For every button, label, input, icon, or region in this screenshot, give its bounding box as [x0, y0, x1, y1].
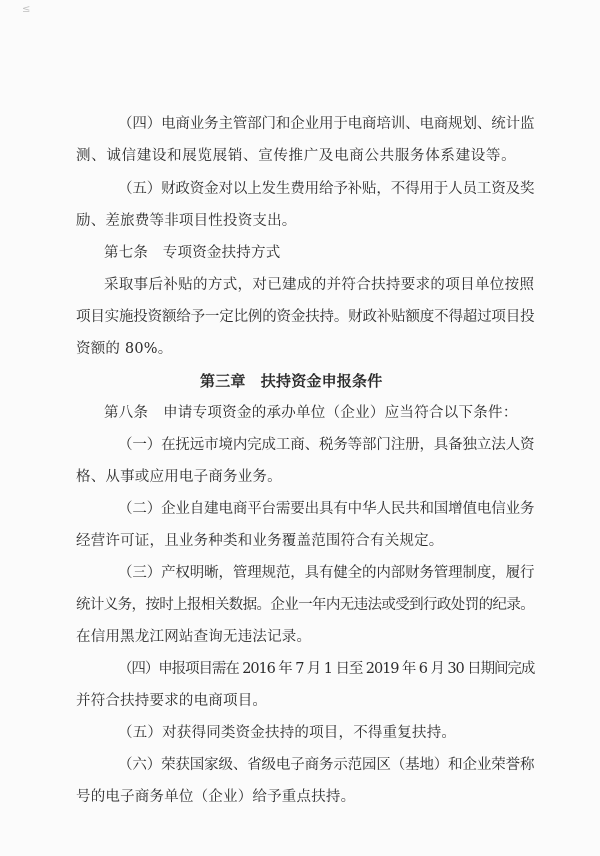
text-line-12: 格、从事或应用电子商务业务。	[76, 469, 282, 485]
text-line-18: （四）申报项目需在 2016 年 7 月 1 日至 2019 年 6 月 30 日期间完成	[118, 661, 535, 677]
text-line-20: （五）对获得同类资金扶持的项目，不得重复扶持。	[118, 725, 457, 741]
corner-mark: ≤	[22, 4, 31, 15]
text-line-13: （二）企业自建电商平台需要出具有中华人民共和国增值电信业务	[118, 501, 535, 517]
text-line-19: 并符合扶持要求的电商项目。	[76, 693, 268, 709]
text-line-3: （五）财政资金对以上发生费用给予补贴，不得用于人员工资及奖	[118, 181, 535, 197]
text-line-17: 在信用黑龙江网站查询无违法记录。	[76, 629, 312, 645]
article-8-heading: 第八条 申请专项资金的承办单位（企业）应当符合以下条件：	[104, 405, 518, 421]
text-line-16: 统计义务，按时上报相关数据。企业一年内无违法或受到行政处罚的纪录。	[76, 597, 535, 613]
text-line-2: 测、诚信建设和展览展销、宣传推广及电商公共服务体系建设等。	[76, 148, 517, 164]
text-line-14: 经营许可证，且业务种类和业务覆盖范围符合有关规定。	[76, 533, 444, 549]
text-line-22: 号的电子商务单位（企业）给予重点扶持。	[76, 789, 356, 805]
text-line-11: （一）在抚远市境内完成工商、税务等部门注册，具备独立法人资	[118, 437, 535, 453]
article-7-heading: 第七条 专项资金扶持方式	[104, 245, 281, 261]
text-line-4: 励、差旅费等非项目性投资支出。	[76, 213, 297, 229]
text-line-21: （六）荣获国家级、省级电子商务示范园区（基地）和企业荣誉称	[118, 757, 535, 773]
text-line-6: 采取事后补贴的方式，对已建成的并符合扶持要求的项目单位按照	[104, 277, 535, 293]
text-line-8: 资额的 80%。	[76, 341, 173, 357]
text-line-1: （四）电商业务主管部门和企业用于电商培训、电商规划、统计监	[118, 116, 535, 132]
text-line-7: 项目实施投资额给予一定比例的资金扶持。财政补贴额度不得超过项目投	[76, 309, 535, 325]
text-line-15: （三）产权明晰，管理规范，具有健全的内部财务管理制度，履行	[118, 565, 535, 581]
chapter-3-title: 第三章 扶持资金申报条件	[200, 372, 383, 390]
